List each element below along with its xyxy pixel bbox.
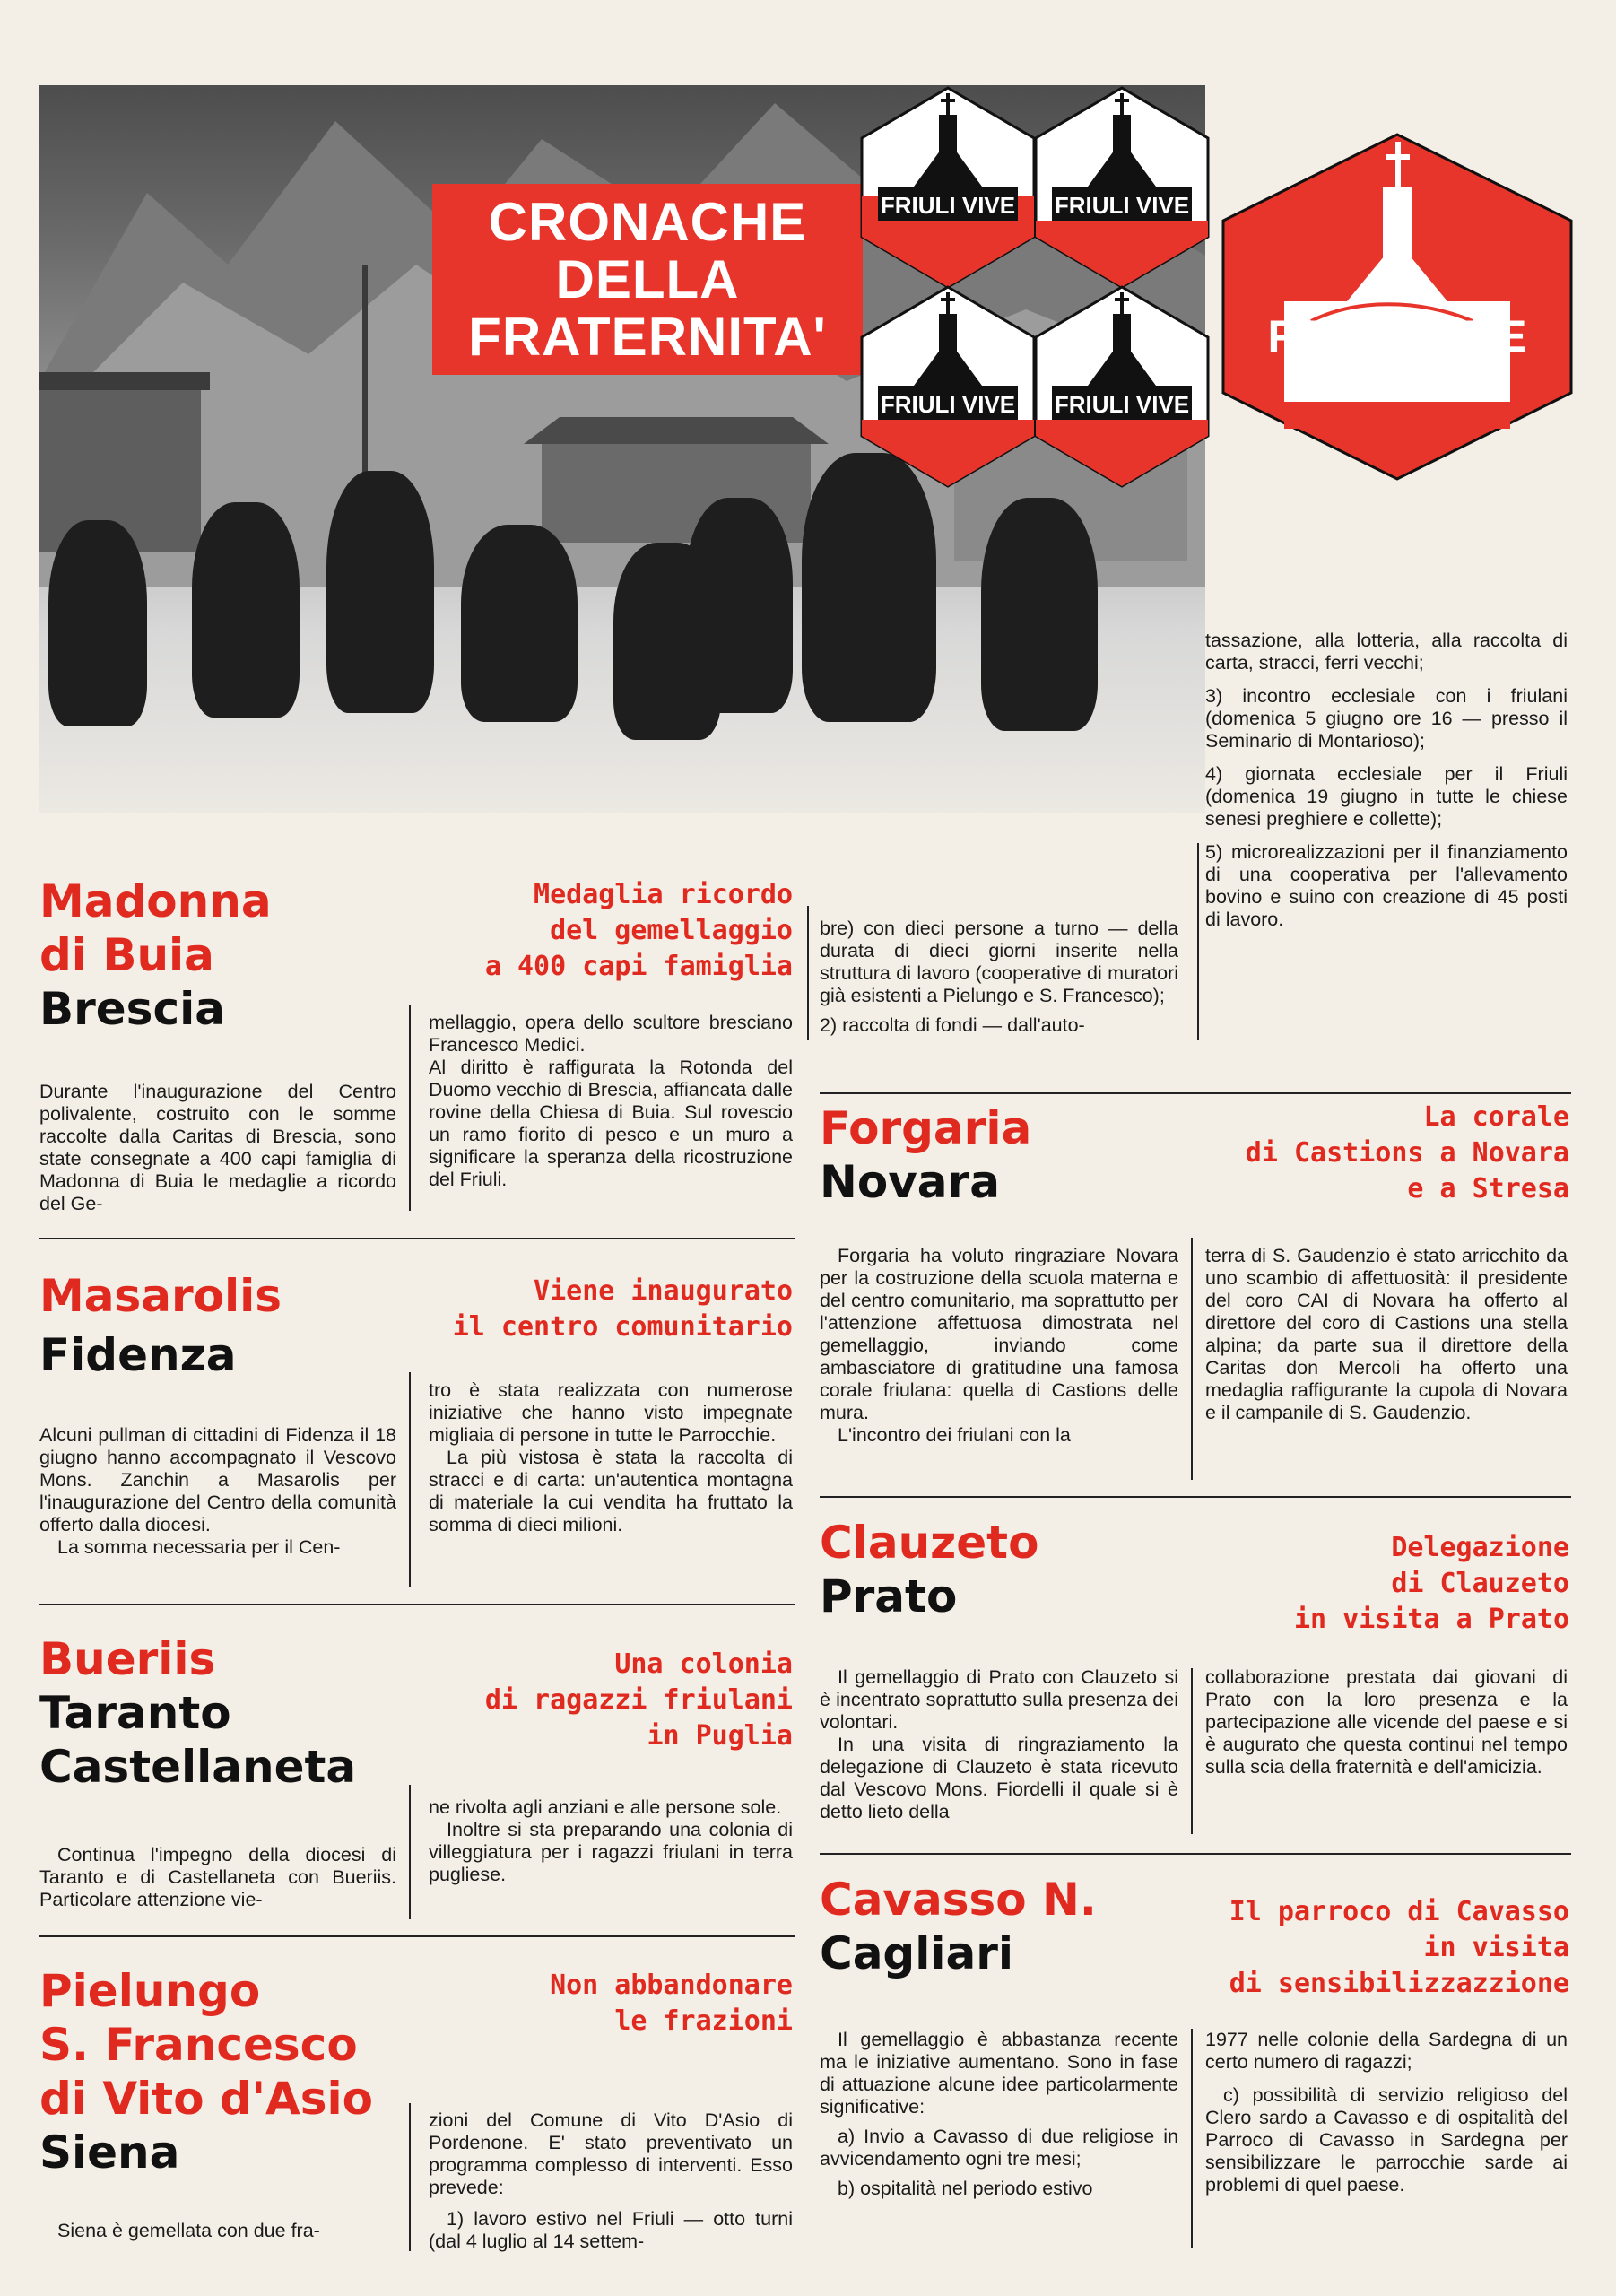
paragraph: La più vistosa è stata la raccolta di stracci e di carta: un'autentica montagna di materiale la cui vendita ha fruttato la somma di dieci milioni. — [429, 1447, 793, 1535]
paragraph: terra di S. Gaudenzio è stato arricchito da uno scambio di affettuosità: il presidente del coro CAI di Novara ha offerto al direttore del coro di Castions una stella alpina; da parte sua il direttore della Caritas don Mercoli ha offerto una medaglia raffigurante la cupola di Novara e il campanile di S. Gaudenzio. — [1205, 1245, 1568, 1423]
place-name: di Buia — [39, 929, 214, 981]
article-masarolis-col1 — [39, 1424, 396, 1559]
article-forgaria-headline — [1166, 1100, 1569, 1207]
paragraph: 1) lavoro estivo nel Friuli — otto turni (dal 4 luglio al 14 settem- — [429, 2208, 793, 2252]
article-forgaria-places — [820, 1101, 1031, 1209]
article-masarolis-places — [39, 1269, 282, 1382]
place-name: Cagliari — [820, 1927, 1014, 1979]
paragraph: tassazione, alla lotteria, alla raccolta di carta, stracci, ferri vecchi; — [1205, 630, 1568, 674]
child-figure — [192, 502, 300, 718]
headline-line: a 400 capi famiglia — [484, 951, 793, 982]
paragraph: bre) con dieci persone a turno — della durata di dieci giorni inserite nella struttura di lavoro (cooperative di muratori già esistenti a Pielungo e S. Francesco); — [820, 918, 1178, 1006]
banner-line: FRATERNITA' — [468, 306, 827, 367]
place-name: di Vito d'Asio — [39, 2073, 373, 2125]
article-pielungo-headline — [421, 1968, 793, 2039]
article-buia-col1 — [39, 1081, 396, 1215]
paragraph: 4) giornata ecclesiale per il Friuli (domenica 19 giugno in tutte le chiese senesi preghiere e collette); — [1205, 763, 1568, 830]
article-pielungo-col2 — [429, 2109, 793, 2253]
place-name: Brescia — [39, 983, 225, 1035]
article-bueriis-places — [39, 1632, 356, 1794]
paragraph: ne rivolta agli anziani e alle persone sole. — [429, 1796, 782, 1818]
headline-line: La corale — [1423, 1101, 1569, 1133]
headline-line: in Puglia — [647, 1720, 793, 1752]
headline-line: di Clauzeto — [1391, 1568, 1569, 1599]
place-name: Taranto — [39, 1687, 231, 1739]
paragraph: c) possibilità di servizio religioso del Clero sardo a Cavasso e di ospitalità del Parroco di Cavasso in Sardegna per sensibilizzare le parrocchie sarde ai problemi di quel paese. — [1205, 2084, 1568, 2196]
article-buia-headline — [421, 877, 793, 985]
church-hexagon-icon — [1221, 133, 1573, 481]
place-name: Siena — [39, 2126, 180, 2179]
child-figure — [326, 471, 434, 713]
place-name: Castellaneta — [39, 1741, 357, 1793]
headline-line: Viene inaugurato — [534, 1275, 793, 1307]
article-bueriis-headline — [421, 1647, 793, 1754]
headline-line: Medaglia ricordo — [534, 879, 793, 910]
place-name: Cavasso N. — [820, 1874, 1097, 1926]
church-hexagon-icon — [860, 285, 1036, 488]
logo-label: FRIULI VIVE — [880, 192, 1016, 219]
article-cavasso-places — [820, 1873, 1097, 1980]
place-name: Prato — [820, 1570, 958, 1622]
headline-line: di sensibilizzazzione — [1229, 1968, 1569, 1999]
church-hexagon-icon — [860, 86, 1036, 289]
article-bueriis-col2 — [429, 1796, 793, 1886]
headline-line: le frazioni — [614, 2005, 793, 2037]
paragraph: mellaggio, opera dello scultore bresciano Francesco Medici. — [429, 1012, 793, 1056]
paragraph: Inoltre si sta preparando una colonia di villeggiatura per i ragazzi friulani in terra pugliese. — [429, 1819, 793, 1885]
article-bueriis-col1 — [39, 1844, 396, 1911]
paragraph: La somma necessaria per il Cen- — [57, 1536, 341, 1558]
paragraph: zioni del Comune di Vito D'Asio di Pordenone. E' stato preventivato un programma complesso di interventi. Esso prevede: — [429, 2109, 793, 2198]
place-name: Forgaria — [820, 1102, 1032, 1154]
paragraph: 2) raccolta di fondi — dall'auto- — [820, 1014, 1085, 1036]
child-figure — [461, 525, 578, 722]
friuli-vive-logo — [1034, 285, 1210, 488]
place-name: Novara — [820, 1156, 1000, 1208]
headline-line: in visita a Prato — [1293, 1604, 1569, 1635]
place-name: Masarolis — [39, 1270, 282, 1322]
article-buia-places — [39, 874, 272, 1036]
logo-label: FRIULI VIVE — [880, 391, 1016, 418]
headline-line: Una colonia — [614, 1648, 793, 1680]
church-hexagon-icon — [1034, 285, 1210, 488]
article-cavasso-headline — [1166, 1894, 1569, 2002]
paragraph: tro è stata realizzata con numerose iniziative che hanno visto impegnate migliaia di persone in tutte le Parrocchie. — [429, 1379, 793, 1446]
paragraph: 1977 nelle colonie della Sardegna di un certo numero di ragazzi; — [1205, 2029, 1568, 2073]
paragraph: 3) incontro ecclesiale con i friulani (domenica 5 giugno ore 16 — presso il Seminario di Montarioso); — [1205, 685, 1568, 752]
place-name: S. Francesco — [39, 2019, 358, 2071]
article-clauzeto-col1 — [820, 1666, 1178, 1823]
article-forgaria-col1 — [820, 1245, 1178, 1447]
top-right-column — [1205, 630, 1568, 931]
child-figure — [48, 520, 147, 726]
headline-line: Delegazione — [1391, 1532, 1569, 1563]
paragraph: Continua l'impegno della diocesi di Taranto e di Castellaneta con Bueriis. Particolare attenzione vie- — [39, 1844, 396, 1910]
church-hexagon-icon — [1034, 86, 1210, 289]
friuli-vive-big-logo — [1221, 133, 1573, 481]
paragraph: Al diritto è raffigurata la Rotonda del Duomo vecchio di Brescia, affiancata dalle rovine della Chiesa di Buia. Sul rovescio un ramo fiorito di pesco e un muro a significare la speranza della ricostruzione del Friuli. — [429, 1057, 793, 1190]
logo-label: FRIULI VIVE — [1054, 192, 1190, 219]
article-pielungo-col3 — [820, 918, 1178, 1037]
banner-line: DELLA — [555, 248, 740, 309]
article-pielungo-places — [39, 1964, 373, 2179]
article-cavasso-col2 — [1205, 2029, 1568, 2196]
article-forgaria-col2 — [1205, 1245, 1568, 1424]
child-figure — [802, 453, 936, 722]
paragraph: b) ospitalità nel periodo estivo — [838, 2178, 1093, 2199]
paragraph: 5) microrealizzazioni per il finanziamento di una cooperativa per l'allevamento bovino e suino con creazione di 45 posti di lavoro. — [1205, 841, 1568, 930]
article-masarolis-col2 — [429, 1379, 793, 1536]
paragraph: Siena è gemellata con due fra- — [57, 2220, 320, 2241]
paragraph: collaborazione prestata dai giovani di Prato con la loro presenza e la partecipazione alle vicende del paese e si è augurato che questa continui nel tempo sulla scia della fraternità e dell'amicizia. — [1205, 1666, 1568, 1778]
paragraph: Durante l'inaugurazione del Centro polivalente, costruito con le somme raccolte dalla Caritas di Brescia, sono state consegnate a 400 capi famiglia di Madonna di Buia le medaglie a ricordo del Ge- — [39, 1081, 396, 1214]
article-clauzeto-places — [820, 1516, 1038, 1623]
place-name: Clauzeto — [820, 1517, 1039, 1569]
article-clauzeto-headline — [1166, 1530, 1569, 1638]
headline-line: Non abbandonare — [550, 1970, 793, 2001]
friuli-vive-logo — [860, 86, 1036, 289]
place-name: Pielungo — [39, 1965, 261, 2017]
headline-line: il centro comunitario — [452, 1311, 793, 1343]
friuli-vive-logo — [860, 285, 1036, 488]
article-pielungo-col1 — [39, 2220, 396, 2242]
headline-line: di Castions a Novara — [1245, 1137, 1569, 1169]
paragraph: Forgaria ha voluto ringraziare Novara per la costruzione della scuola materna e del centro comunitario, ma soprattutto per l'attenzione affettuosa dimostrata nel gemellaggio, inviando come ambasciatore di gratitudine una famosa corale friulana: quella di Castions delle mura. — [820, 1245, 1178, 1423]
place-name: Bueriis — [39, 1633, 216, 1685]
headline-line: del gemellaggio — [550, 915, 793, 946]
banner-line: CRONACHE — [488, 191, 807, 252]
headline-line: Il parroco di Cavasso — [1229, 1896, 1569, 1927]
paragraph: In una visita di ringraziamento la delegazione di Clauzeto è stata ricevuto dal Vescovo Mons. Fiordelli il quale si è detto lieto della — [820, 1734, 1178, 1822]
article-buia-col2 — [429, 1012, 793, 1191]
child-figure — [685, 498, 793, 713]
headline-line: e a Stresa — [1407, 1173, 1569, 1205]
paragraph: Il gemellaggio è abbastanza recente ma le iniziative aumentano. Sono in fase di attuazione alcune idee particolarmente significative: — [820, 2029, 1178, 2118]
article-masarolis-headline — [421, 1274, 793, 1345]
paragraph: Alcuni pullman di cittadini di Fidenza il 18 giugno hanno accompagnato il Vescovo Mons. Zanchin a Masarolis per l'inaugurazione del Centro della comunità offerto dalla diocesi. — [39, 1424, 396, 1535]
cronache-banner — [432, 184, 863, 375]
headline-line: di ragazzi friulani — [484, 1684, 793, 1716]
article-cavasso-col1 — [820, 2029, 1178, 2200]
paragraph: a) Invio a Cavasso di due religiose in avvicendamento ogni tre mesi; — [820, 2126, 1178, 2170]
friuli-vive-logo — [1034, 86, 1210, 289]
paragraph: Il gemellaggio di Prato con Clauzeto si è incentrato soprattutto sulla presenza dei volontari. — [820, 1666, 1178, 1733]
logo-label: FRIULI VIVE — [1054, 391, 1190, 418]
logo-label: FRIULI VIVE — [1267, 311, 1527, 361]
place-name: Fidenza — [39, 1329, 237, 1381]
headline-line: in visita — [1423, 1932, 1569, 1963]
paragraph: L'incontro dei friulani con la — [838, 1424, 1071, 1446]
child-figure — [981, 498, 1098, 731]
place-name: Madonna — [39, 875, 272, 927]
article-clauzeto-col2 — [1205, 1666, 1568, 1779]
